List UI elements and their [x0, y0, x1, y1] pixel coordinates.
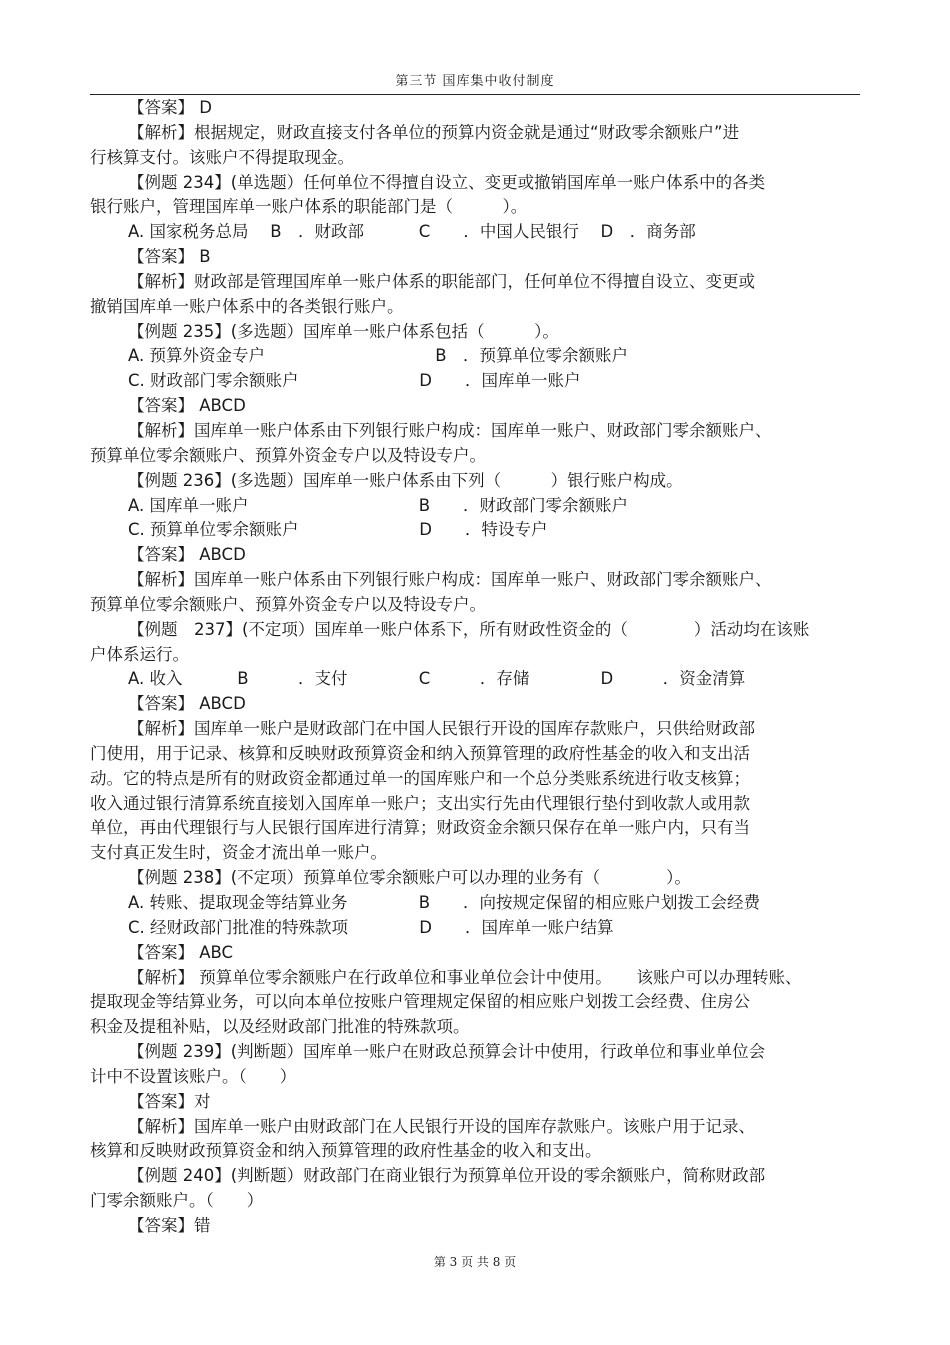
text-line: 预算单位零余额账户、预算外资金专户以及特设专户。 [90, 445, 486, 465]
text-line: 积金及提租补贴，以及经财政部门批准的特殊款项。 [90, 1017, 470, 1037]
text-line: 支付真正发生时，资金才流出单一账户。 [90, 843, 387, 863]
answer-line: 【答案】 ABCD [128, 396, 246, 416]
header-rule [90, 94, 860, 95]
analysis-line: 【解析】财政部是管理国库单一账户体系的职能部门，任何单位不得擅自设立、变更或 [128, 271, 755, 291]
text-line: 户体系运行。 [90, 644, 189, 664]
options-234: A. 国家税务总局 B ．财政部 C ．中国人民银行 D ．商务部 [128, 222, 696, 242]
answer-line: 【答案】 D [128, 98, 212, 117]
options-237: A. 收入 B ．支付 C ．存储 D ．资金清算 [128, 669, 746, 689]
options-236-cd: C. 预算单位零余额账户 D ．特设专户 [128, 520, 548, 540]
answer-line: 【答案】对 [128, 1091, 211, 1111]
options-238-ab: A. 转账、提取现金等结算业务 B ．向按规定保留的相应账户划拨工会经费 [128, 893, 761, 912]
text-line: 行核算支付。该账户不得提取现金。 [90, 147, 354, 167]
text-line: 门使用，用于记录、核算和反映财政预算资金和纳入预算管理的政府性基金的收入和支出活 [90, 743, 750, 763]
text-line: 提取现金等结算业务，可以向本单位按账户管理规定保留的相应账户划拨工会经费、住房公 [90, 992, 750, 1012]
options-235-cd: C. 财政部门零余额账户 D ．国库单一账户 [128, 371, 581, 391]
answer-line: 【答案】 ABCD [128, 545, 246, 565]
answer-line: 【答案】错 [128, 1215, 211, 1235]
options-236-ab: A. 国库单一账户 B ．财政部门零余额账户 [128, 495, 629, 515]
text-line: 收入通过银行清算系统直接划入国库单一账户；支出实行先由代理银行垫付到收款人或用款 [90, 793, 750, 813]
options-238-cd: C. 经财政部门批准的特殊款项 D ．国库单一账户结算 [128, 917, 614, 937]
text-line: 动。它的特点是所有的财政资金都通过单一的国库账户和一个总分类账系统进行收支核算； [90, 768, 750, 788]
options-235-ab: A. 预算外资金专户 B ．预算单位零余额账户 [128, 346, 629, 366]
analysis-line: 【解析】 预算单位零余额账户在行政单位和事业单位会计中使用。 该账户可以办理转账、 [128, 967, 802, 987]
text-line: 门零余额账户。（ ） [90, 1191, 264, 1211]
question-234: 【例题 234】(单选题）任何单位不得擅自设立、变更或撤销国库单一账户体系中的各类 [128, 172, 766, 192]
answer-line: 【答案】 ABC [128, 942, 234, 962]
analysis-line: 【解析】国库单一账户是财政部门在中国人民银行开设的国库存款账户，只供给财政部 [128, 719, 755, 739]
question-240: 【例题 240】(判断题）财政部门在商业银行为预算单位开设的零余额账户，简称财政部 [128, 1166, 766, 1186]
analysis-line: 【解析】国库单一账户体系由下列银行账户构成：国库单一账户、财政部门零余额账户、 [128, 420, 772, 440]
analysis-line: 【解析】国库单一账户体系由下列银行账户构成：国库单一账户、财政部门零余额账户、 [128, 570, 772, 590]
analysis-line: 【解析】国库单一账户由财政部门在人民银行开设的国库存款账户。该账户用于记录、 [128, 1116, 755, 1136]
page-number: 第 3 页 共 8 页 [433, 1255, 517, 1269]
answer-line: 【答案】 B [128, 247, 211, 267]
question-235: 【例题 235】(多选题）国库单一账户体系包括（ ）。 [128, 321, 559, 341]
page-body [90, 96, 860, 1239]
text-line: 预算单位零余额账户、预算外资金专户以及特设专户。 [90, 594, 486, 614]
question-239: 【例题 239】(判断题）国库单一账户在财政总预算会计中使用，行政单位和事业单位会 [128, 1042, 766, 1062]
answer-line: 【答案】 ABCD [128, 694, 246, 714]
text-line: 单位，再由代理银行与人民银行国库进行清算；财政资金余额只保存在单一账户内，只有当 [90, 818, 750, 838]
question-236: 【例题 236】(多选题）国库单一账户体系由下列（ ）银行账户构成。 [128, 470, 683, 490]
analysis-line: 【解析】根据规定，财政直接支付各单位的预算内资金就是通过“财政零余额账户”进 [128, 122, 740, 142]
question-237: 【例题 237】(不定项）国库单一账户体系下，所有财政性资金的（ ）活动均在该账 [128, 619, 810, 639]
page-header: 第三节 国库集中收付制度 [395, 74, 555, 89]
text-line: 银行账户，管理国库单一账户体系的职能部门是（ ）。 [90, 197, 528, 217]
text-line: 撤销国库单一账户体系中的各类银行账户。 [90, 296, 404, 316]
text-line: 计中不设置该账户。（ ） [90, 1066, 297, 1086]
question-238: 【例题 238】(不定项）预算单位零余额账户可以办理的业务有（ ）。 [128, 868, 691, 888]
text-line: 核算和反映财政预算资金和纳入预算管理的政府性基金的收入和支出。 [90, 1141, 602, 1161]
